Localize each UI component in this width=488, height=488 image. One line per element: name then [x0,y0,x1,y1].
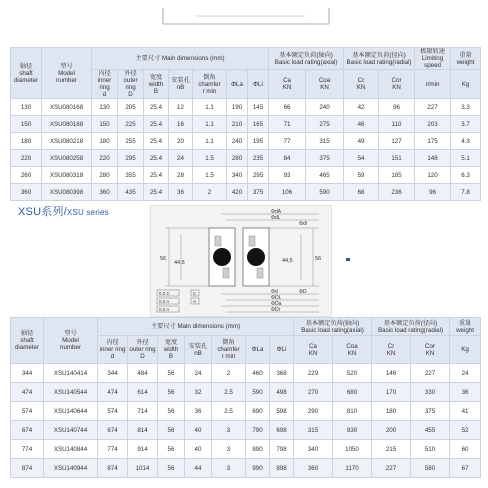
table-cell: 150 [11,116,42,133]
table-cell: 40 [185,440,212,459]
table-row [11,184,481,201]
table-cell: 674 [98,421,128,440]
table-cell: 3.7 [451,116,481,133]
table-cell: 295 [248,167,269,184]
table-cell: 280 [227,150,248,167]
header-Ca: Ca KN [269,70,306,99]
table-cell: 240 [306,99,344,116]
table-cell: 5.1 [451,150,481,167]
table-cell: 1.1 [193,99,227,116]
header-load-axial: 基本额定负荷(轴向) Basic load rating(axial) [269,48,344,70]
table-cell: 680 [333,383,372,402]
header-nB: 安装孔 nB [169,70,193,99]
header-Ca-2: Ca KN [294,336,333,364]
table-cell: 590 [246,383,270,402]
table-cell: 93 [269,167,306,184]
header-D: 外径 outer ring D [118,70,144,99]
table-cell: 1170 [333,459,372,478]
table-cell: 148 [415,150,451,167]
header-load-axial-2: 基本额定负荷(轴向) Basic load rating(axial) [294,318,372,336]
table-cell: 49 [344,133,379,150]
table-cell: 56 [158,402,185,421]
table-cell: 220 [92,150,118,167]
top-cropped-drawing [0,0,488,40]
table-cell: 3 [212,459,246,478]
table-cell: 180 [92,133,118,150]
small-side-mark [346,258,350,261]
table-cell: 355 [118,167,144,184]
table-cell: XSU140644 [44,402,98,421]
table-cell: 190 [227,99,248,116]
table-cell: 360 [11,184,42,201]
header-weight-2: 重量 weight [450,318,481,336]
table-cell: 690 [246,402,270,421]
table-cell: 510 [411,440,450,459]
table-cell: XSU080218 [42,133,92,150]
header-load-radial-2: 基本额定负荷(径向) Basic load rating(radial) [372,318,450,336]
table-cell: 42 [344,99,379,116]
dim-445-left: 44,5 [174,260,185,266]
table-row [11,99,481,116]
table-cell: 275 [306,116,344,133]
cropped-diagram-fragment [155,6,337,28]
table-cell: 120 [415,167,451,184]
table-cell: XSU080188 [42,116,92,133]
table-cell: 25.4 [144,99,169,116]
table-cell: 255 [118,133,144,150]
table-cell: 460 [246,364,270,383]
table-cell: 474 [98,383,128,402]
table-cell: 898 [270,459,294,478]
table-cell: 227 [415,99,451,116]
table-cell: 205 [118,99,144,116]
table-cell: 56 [158,421,185,440]
header-chamfer: 倒角 chamfer r min [193,70,227,99]
table-cell: 714 [128,402,158,421]
table-cell: 375 [306,150,344,167]
table-cell: 145 [248,99,269,116]
header-d-2: 内径 inner ring d [98,336,128,364]
table-cell: 330 [411,383,450,402]
label-dL: ΦdL [271,215,281,221]
table-row [11,133,481,150]
table-cell: 236 [379,184,415,201]
label-D: ΦD [299,289,307,295]
table-cell: 990 [246,459,270,478]
table-cell: 814 [128,421,158,440]
table-cell: 890 [246,440,270,459]
header-chamfer-2: 倒角 chamfer r min [212,336,246,364]
table-cell: 46 [344,116,379,133]
table-cell: 56 [158,364,185,383]
header-Coa-2: Coa KN [333,336,372,364]
table-cell: 66 [269,99,306,116]
table-cell: 574 [11,402,44,421]
tolerance-5: 0.2 A [159,307,170,312]
table-cell: 220 [11,150,42,167]
table-cell: 774 [98,440,128,459]
table-cell: 280 [92,167,118,184]
table-cell: 56 [158,459,185,478]
table-cell: 1.5 [193,150,227,167]
header-weight: 重量 weight [451,48,481,70]
table-cell: 1.5 [193,167,227,184]
table-cell: 598 [270,402,294,421]
table-cell: 420 [227,184,248,201]
table-cell: 25.4 [144,184,169,201]
header-rpm: r/min [415,70,451,99]
table-cell: XSU080168 [42,99,92,116]
header-main-dimensions-2: 主要尺寸 Main dimensions (mm) [98,318,294,336]
table-cell: 3 [212,421,246,440]
table-cell: 24 [185,364,212,383]
table-cell: 24 [169,150,193,167]
table-cell: 77 [269,133,306,150]
table-cell: 227 [372,459,411,478]
table-cell: 2 [193,184,227,201]
table-cell: 240 [227,133,248,150]
header-B-2: 宽度 width B [158,336,185,364]
table-cell: 375 [248,184,269,201]
bearing-section-diagram [150,205,332,317]
table-cell: 225 [118,116,144,133]
table-cell: 2.5 [212,402,246,421]
table-cell: 368 [270,364,294,383]
table-cell: 798 [270,440,294,459]
header-Cor: Cor KN [379,70,415,99]
table-cell: 7.8 [451,184,481,201]
table-cell: 790 [246,421,270,440]
table-cell: 315 [306,133,344,150]
table-cell: 41 [450,402,481,421]
table-cell: XSU080398 [42,184,92,201]
table-cell: 32 [185,383,212,402]
table-cell: 20 [169,133,193,150]
table-cell: 360 [294,459,333,478]
table-cell: 229 [294,364,333,383]
table-cell: 2 [212,364,246,383]
header-nB-2: 安装孔 nB [185,336,212,364]
table-cell: 25.4 [144,133,169,150]
table-row [11,167,481,184]
table-cell: 59 [344,167,379,184]
table-cell: XSU140844 [44,440,98,459]
table-cell: 520 [333,364,372,383]
table-cell: 6.3 [451,167,481,184]
label-d: Φd [271,289,278,295]
table-cell: 810 [333,402,372,421]
table-cell: 340 [227,167,248,184]
table-cell: 874 [98,459,128,478]
table-cell: 180 [11,133,42,150]
table-cell: 375 [411,402,450,421]
table-cell: 165 [248,116,269,133]
table-cell: 40 [185,421,212,440]
table-cell: 574 [98,402,128,421]
table-cell: 1.1 [193,116,227,133]
label-DL: ΦDL [271,295,282,301]
header-Coa: Coa KN [306,70,344,99]
table-cell: 435 [118,184,144,201]
table-cell: XSU080318 [42,167,92,184]
tolerance-4: A [193,299,197,304]
table-cell: 130 [11,99,42,116]
table-cell: 25.4 [144,150,169,167]
table-row [11,150,481,167]
table-cell: 3.3 [451,99,481,116]
table-cell: 56 [158,440,185,459]
spec-table-xsu14 [10,317,481,478]
table-cell: 914 [128,440,158,459]
table-cell: 106 [269,184,306,201]
header-D-2: 外径 outer ring D [128,336,158,364]
table-cell: 4.3 [451,133,481,150]
spec-table-xsu08 [10,47,481,201]
table-row [11,383,481,402]
table-cell: 36 [450,383,481,402]
table-cell: 614 [128,383,158,402]
tolerance-1: 0.2 C [159,291,170,296]
table-cell: 170 [372,383,411,402]
table-cell: 151 [379,150,415,167]
table-cell: 44 [185,459,212,478]
table-cell: 56 [158,383,185,402]
table-cell: 290 [294,402,333,421]
table-cell: 930 [333,421,372,440]
table-cell: 36 [169,184,193,201]
header-model-2: 型号 Model number [44,318,98,364]
table-cell: 203 [415,116,451,133]
table-cell: 25.4 [144,116,169,133]
table-cell: 185 [379,167,415,184]
table-cell: 150 [92,116,118,133]
table-cell: 195 [248,133,269,150]
table-cell: 465 [306,167,344,184]
header-Cor-2: Cor KN [411,336,450,364]
table-cell: 200 [372,421,411,440]
tolerance-2: 0.2 A [159,299,170,304]
dim-445-right: 44,5 [282,258,293,264]
table-cell: 210 [227,116,248,133]
table-row [11,402,481,421]
table-cell: XSU140544 [44,383,98,402]
table-cell: 360 [92,184,118,201]
table-cell: 498 [270,383,294,402]
table-cell: 1014 [128,459,158,478]
table-cell: 68 [344,184,379,201]
header-kg: Kg [451,70,481,99]
table-cell: 96 [415,184,451,201]
header-Cr-2: Cr KN [372,336,411,364]
table-cell: 67 [450,459,481,478]
table-cell: 71 [269,116,306,133]
header-main-dimensions: 主要尺寸 Main dimensions (mm) [92,48,269,70]
table-cell: 1.1 [193,133,227,150]
table-cell: 774 [11,440,44,459]
table-cell: 110 [379,116,415,133]
table-row [11,421,481,440]
table-cell: 698 [270,421,294,440]
table-cell: 340 [294,440,333,459]
header-model: 型号 Model number [42,48,92,99]
header-speed: 极限转速 Limiting speed [415,48,451,70]
table-cell: 315 [294,421,333,440]
table-cell: 874 [11,459,44,478]
table-cell: 455 [411,421,450,440]
table-cell: 175 [415,133,451,150]
right-roller-element [247,248,265,266]
table-cell: 180 [372,402,411,421]
table-cell: XSU080258 [42,150,92,167]
dim-56-left: 56 [160,256,167,262]
table-cell: 2.5 [212,383,246,402]
header-shaft-2: 轴径 shaft diameter [11,318,44,364]
table-cell: 484 [128,364,158,383]
table-cell: 590 [306,184,344,201]
table-cell: 674 [11,421,44,440]
dim-56-right: 56 [315,256,322,262]
table-cell: 127 [379,133,415,150]
table-cell: 60 [450,440,481,459]
header-phiLa: ΦLa [227,70,248,99]
header-Cr: Cr KN [344,70,379,99]
table-cell: XSU140744 [44,421,98,440]
label-dA: ΦdA [271,209,282,215]
header-kg-2: Kg [450,336,481,364]
table-cell: 1050 [333,440,372,459]
table-cell: 260 [11,167,42,184]
table-row [11,459,481,478]
table-cell: 235 [248,150,269,167]
table-cell: 36 [185,402,212,421]
table-cell: 130 [92,99,118,116]
table-cell: 16 [169,116,193,133]
table-cell: 28 [169,167,193,184]
label-Da: ΦDa [271,301,282,307]
table-row [11,364,481,383]
header-d: 内径 inner ring d [92,70,118,99]
left-roller-element [213,248,231,266]
table-cell: 25.4 [144,167,169,184]
header-phiLi: ΦLi [248,70,269,99]
table-cell: 270 [294,383,333,402]
table-cell: XSU140414 [44,364,98,383]
table-row [11,440,481,459]
header-shaft: 轴径 shaft diameter [11,48,42,99]
table-cell: 3 [212,440,246,459]
table-cell: 580 [411,459,450,478]
table-cell: 474 [11,383,44,402]
table-cell: 227 [411,364,450,383]
table-cell: XSU140944 [44,459,98,478]
label-Dr: ΦDr [271,307,281,313]
tolerance-3: C [193,291,197,296]
table-cell: 84 [269,150,306,167]
table-cell: 24 [450,364,481,383]
table-cell: 54 [344,150,379,167]
table-cell: 146 [372,364,411,383]
series-title: XSU系列/XSU series [18,206,109,218]
table-cell: 12 [169,99,193,116]
header-load-radial: 基本额定负荷(径向) Basic load rating(radial) [344,48,415,70]
table-cell: 344 [11,364,44,383]
label-dl: Φdl [299,221,307,227]
table-cell: 295 [118,150,144,167]
header-B: 宽度 width B [144,70,169,99]
table-row [11,116,481,133]
table-cell: 96 [379,99,415,116]
table-cell: 215 [372,440,411,459]
header-phiLa-2: ΦLa [246,336,270,364]
header-phiLi-2: ΦLi [270,336,294,364]
table-cell: 52 [450,421,481,440]
table-cell: 344 [98,364,128,383]
